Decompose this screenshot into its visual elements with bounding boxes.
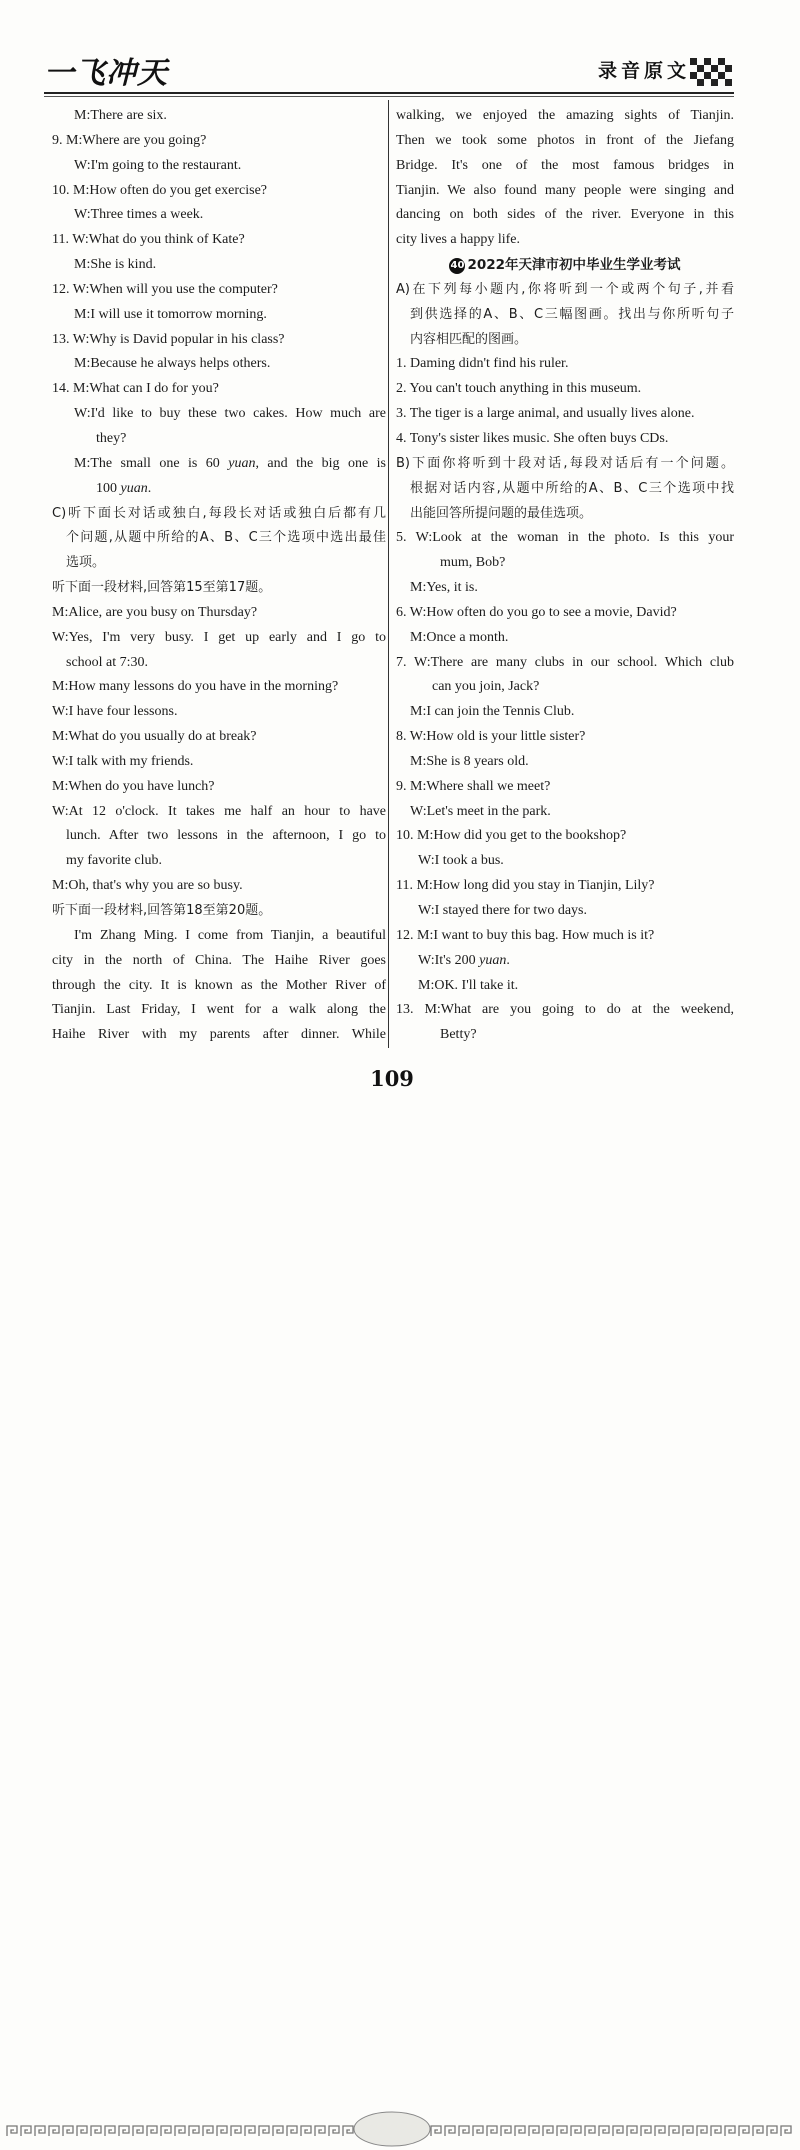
left-text-line	[52, 800, 386, 825]
left-text-line	[52, 874, 386, 899]
left-text-line	[52, 998, 386, 1023]
right-text-line	[396, 750, 734, 775]
line-text: city in the north of China. The Haihe River goes	[52, 952, 386, 968]
right-text-line	[396, 974, 734, 999]
left-text-line	[52, 278, 386, 303]
right-text-line	[396, 998, 734, 1023]
line-text: mum, Bob?	[440, 555, 506, 571]
decorative-border-right-icon	[430, 2124, 794, 2138]
line-text: M:She is 8 years old.	[410, 753, 529, 769]
right-text-line	[396, 601, 734, 626]
right-text-line	[396, 526, 734, 551]
line-text: W:Yes, I'm very busy. I get up early and I go to	[52, 629, 386, 645]
left-text-line	[52, 601, 386, 626]
left-text-line	[52, 104, 386, 129]
left-text-line	[52, 154, 386, 179]
header-rule-thin	[44, 96, 734, 97]
left-text-line	[52, 352, 386, 377]
line-text: 11. M:How long did you stay in Tianjin, Lily?	[396, 878, 655, 894]
left-text-line	[52, 824, 386, 849]
page-number-badge-icon	[352, 2108, 432, 2150]
brand-logo: 一飞冲天	[44, 56, 168, 91]
left-text-line	[52, 1023, 386, 1048]
line-text: can you join, Jack?	[432, 679, 540, 695]
line-text: Haihe River with my parents after dinner. While	[52, 1027, 386, 1043]
section-number-badge: 40	[449, 258, 465, 274]
line-text: M:There are six.	[74, 108, 167, 123]
line-text: 11. W:What do you think of Kate?	[52, 232, 245, 248]
left-text-line	[52, 502, 386, 527]
left-text-line	[52, 700, 386, 725]
decorative-border-left-icon	[6, 2124, 356, 2138]
line-text: 13. W:Why is David popular in his class?	[52, 331, 285, 347]
right-text-line	[396, 129, 734, 154]
right-text-line	[396, 402, 734, 427]
left-text-line	[52, 974, 386, 999]
line-text: W:Let's meet in the park.	[410, 803, 551, 819]
right-text-line	[396, 800, 734, 825]
right-text-line	[396, 228, 734, 253]
line-text: W:At 12 o'clock. It takes me half an hour to have	[52, 803, 386, 819]
left-column	[52, 104, 386, 1048]
line-text: Tianjin. Last Friday, I went for a walk along the	[52, 1002, 386, 1018]
line-text: M:Because he always helps others.	[74, 356, 271, 372]
left-text-line	[52, 526, 386, 551]
line-text: 内容相匹配的图画。	[410, 331, 528, 347]
line-text: B)下面你将听到十段对话,每段对话后有一个问题。	[396, 455, 734, 471]
right-text-line	[396, 352, 734, 377]
section-label: 录音原文	[598, 60, 691, 82]
line-text: school at 7:30.	[66, 654, 149, 670]
line-text: 2. You can't touch anything in this museum.	[396, 381, 642, 397]
line-text: M:When do you have lunch?	[52, 778, 215, 794]
left-text-line	[52, 203, 386, 228]
line-text: 10. M:How often do you get exercise?	[52, 182, 267, 198]
right-text-line	[396, 253, 734, 278]
line-text: Tianjin. We also found many people were singing and	[396, 182, 734, 198]
left-text-line	[52, 651, 386, 676]
right-text-line	[396, 203, 734, 228]
right-text-line	[396, 1023, 734, 1048]
left-text-line	[52, 402, 386, 427]
line-text: C)听下面长对话或独白,每段长对话或独白后都有几	[52, 505, 386, 521]
line-text: 个问题,从题中所给的A、B、C三个选项中选出最佳	[66, 530, 386, 546]
left-text-line	[52, 129, 386, 154]
left-text-line	[52, 328, 386, 353]
right-text-line	[396, 452, 734, 477]
line-text: M:Once a month.	[410, 629, 509, 645]
left-text-line	[52, 924, 386, 949]
line-text: W:I'm going to the restaurant.	[74, 157, 242, 173]
right-text-line	[396, 576, 734, 601]
line-text: M:She is kind.	[74, 257, 157, 273]
right-text-line	[396, 824, 734, 849]
right-text-line	[396, 725, 734, 750]
line-text: 12. M:I want to buy this bag. How much is it?	[396, 927, 655, 943]
line-text: Then we took some photos in front of the Jiefang	[396, 132, 734, 148]
line-text: 3. The tiger is a large animal, and usually lives alone.	[396, 406, 695, 422]
line-text: 9. M:Where are you going?	[52, 132, 207, 148]
left-text-line	[52, 750, 386, 775]
line-text: M:I will use it tomorrow morning.	[74, 306, 267, 322]
column-divider	[388, 100, 389, 1048]
line-text: dancing on both sides of the river. Everyone in this	[396, 207, 734, 223]
line-text: 13. M:What are you going to do at the weekend,	[396, 1002, 734, 1018]
line-text: Betty?	[440, 1027, 477, 1043]
line-text: walking, we enjoyed the amazing sights of Tianjin.	[396, 108, 734, 123]
page-number: 109	[370, 1066, 414, 1091]
line-text: lunch. After two lessons in the afternoon, I go to	[66, 828, 386, 844]
line-text: 2022年天津市初中毕业生学业考试	[467, 257, 681, 274]
line-text: 8. W:How old is your little sister?	[396, 729, 586, 745]
right-text-line	[396, 377, 734, 402]
right-text-line	[396, 775, 734, 800]
line-text: W:I stayed there for two days.	[418, 903, 587, 918]
line-text: 出能回答所提问题的最佳选项。	[410, 505, 593, 521]
line-text: W:I'd like to buy these two cakes. How much are	[74, 406, 386, 422]
line-text: W:It's 200 yuan.	[418, 952, 510, 968]
right-text-line	[396, 899, 734, 924]
line-text: 6. W:How often do you go to see a movie, David?	[396, 604, 677, 620]
line-text: M:What do you usually do at break?	[52, 729, 257, 745]
line-text: M:The small one is 60 yuan, and the big one is	[74, 455, 386, 471]
right-text-line	[396, 651, 734, 676]
left-text-line	[52, 725, 386, 750]
line-text: 1. Daming didn't find his ruler.	[396, 356, 569, 372]
right-text-line	[396, 303, 734, 328]
left-text-line	[52, 303, 386, 328]
line-text: 根据对话内容,从题中所给的A、B、C三个选项中找	[410, 480, 734, 496]
line-text: 听下面一段材料,回答第15至第17题。	[52, 580, 272, 596]
line-text: M:OK. I'll take it.	[418, 977, 519, 993]
left-text-line	[52, 949, 386, 974]
line-text: through the city. It is known as the Mother River of	[52, 977, 386, 993]
right-text-line	[396, 675, 734, 700]
left-text-line	[52, 179, 386, 204]
line-text: I'm Zhang Ming. I come from Tianjin, a beautiful	[74, 927, 386, 943]
line-text: W:Three times a week.	[74, 207, 204, 223]
line-text: A)在下列每小题内,你将听到一个或两个句子,并看	[396, 281, 734, 297]
left-text-line	[52, 626, 386, 651]
left-text-line	[52, 576, 386, 601]
right-text-line	[396, 104, 734, 129]
line-text: 9. M:Where shall we meet?	[396, 778, 551, 794]
header-rule	[44, 92, 734, 94]
right-text-line	[396, 849, 734, 874]
left-text-line	[52, 228, 386, 253]
left-text-line	[52, 477, 386, 502]
line-text: W:I have four lessons.	[52, 704, 178, 720]
left-text-line	[52, 377, 386, 402]
left-text-line	[52, 253, 386, 278]
line-text: M:Oh, that's why you are so busy.	[52, 878, 243, 894]
left-text-line	[52, 899, 386, 924]
line-text: M:Yes, it is.	[410, 580, 478, 596]
line-text: 听下面一段材料,回答第18至第20题。	[52, 903, 272, 918]
right-text-line	[396, 278, 734, 303]
right-text-line	[396, 154, 734, 179]
line-text: 选项。	[66, 555, 106, 571]
right-text-line	[396, 551, 734, 576]
line-text: 14. M:What can I do for you?	[52, 381, 219, 397]
line-text: they?	[96, 430, 127, 446]
right-text-line	[396, 179, 734, 204]
line-text: 10. M:How did you get to the bookshop?	[396, 828, 627, 844]
line-text: my favorite club.	[66, 853, 163, 869]
left-text-line	[52, 452, 386, 477]
line-text: W:I took a bus.	[418, 853, 504, 869]
right-text-line	[396, 924, 734, 949]
line-text: 4. Tony's sister likes music. She often buys CDs.	[396, 430, 669, 446]
left-text-line	[52, 551, 386, 576]
left-text-line	[52, 849, 386, 874]
left-text-line	[52, 427, 386, 452]
line-text: 7. W:There are many clubs in our school. Which club	[396, 654, 734, 670]
line-text: 5. W:Look at the woman in the photo. Is this your	[396, 530, 734, 546]
line-text: W:I talk with my friends.	[52, 753, 194, 769]
line-text: 12. W:When will you use the computer?	[52, 281, 278, 297]
right-text-line	[396, 427, 734, 452]
line-text: M:How many lessons do you have in the morning?	[52, 679, 339, 695]
left-text-line	[52, 675, 386, 700]
right-text-line	[396, 874, 734, 899]
line-text: Bridge. It's one of the most famous bridges in	[396, 157, 734, 173]
right-text-line	[396, 949, 734, 974]
left-text-line	[52, 775, 386, 800]
page-header	[0, 0, 800, 100]
right-text-line	[396, 477, 734, 502]
right-text-line	[396, 502, 734, 527]
line-text: 到供选择的A、B、C三幅图画。找出与你所听句子	[410, 306, 734, 322]
line-text: city lives a happy life.	[396, 232, 521, 248]
line-text: M:I can join the Tennis Club.	[410, 704, 575, 720]
checker-pattern-icon	[690, 58, 734, 88]
right-text-line	[396, 700, 734, 725]
right-text-line	[396, 626, 734, 651]
line-text: M:Alice, are you busy on Thursday?	[52, 604, 258, 620]
line-text: 100 yuan.	[96, 480, 152, 496]
right-column	[396, 104, 734, 1048]
right-text-line	[396, 328, 734, 353]
